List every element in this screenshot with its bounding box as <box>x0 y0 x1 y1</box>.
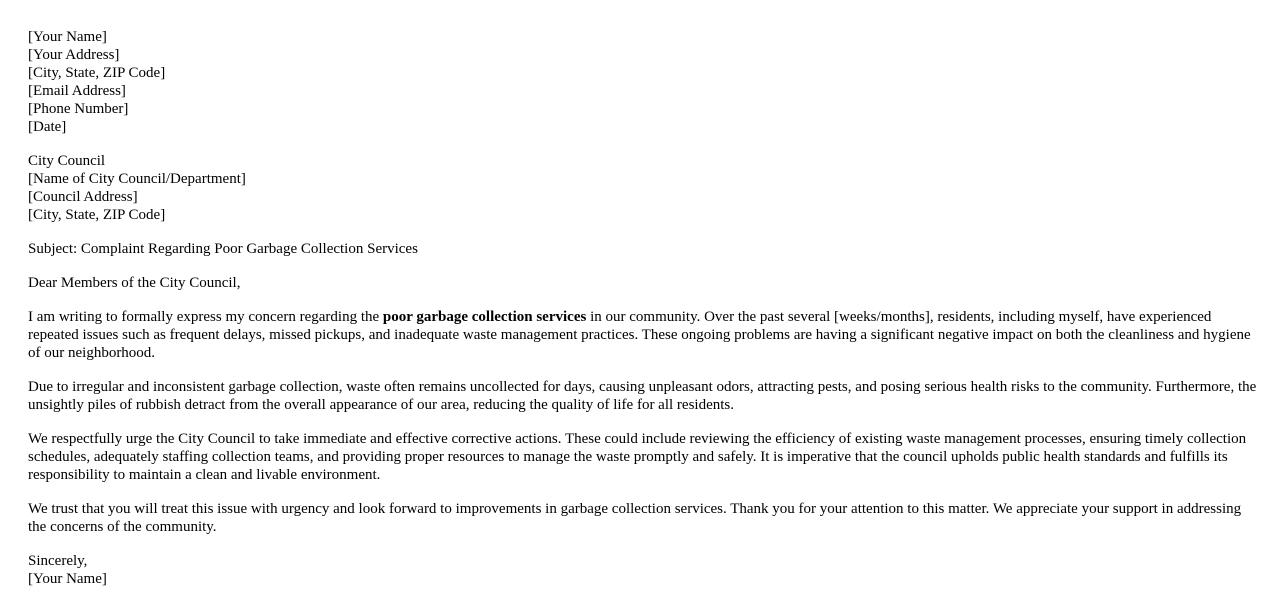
valediction: Sincerely, <box>28 553 88 569</box>
body-paragraph-1 <box>28 308 1258 362</box>
recipient-block <box>28 152 1258 224</box>
letter-document <box>28 28 1258 604</box>
recipient-line-1: City Council <box>28 153 106 169</box>
closing-name: [Your Name] <box>28 571 107 587</box>
sender-name: [Your Name] <box>28 29 107 45</box>
sender-phone: [Phone Number] <box>28 101 129 117</box>
paragraph-1-bold: poor garbage collection services <box>382 309 587 325</box>
body-paragraph-4: We trust that you will treat this issue with urgency and look forward to improvements in garbage collection services. Thank you for your attention to this matter. We appreciate your support in addressing the concerns of the community. <box>28 501 1242 535</box>
closing-block <box>28 552 1258 588</box>
sender-block <box>28 28 1258 136</box>
letter-date: [Date] <box>28 119 67 135</box>
recipient-line-2: [Name of City Council/Department] <box>28 171 246 187</box>
recipient-line-3: [Council Address] <box>28 189 138 205</box>
paragraph-1-after: in our community. Over the past several [weeks/months], residents, including myself, have experienced repeated issues such as frequent delays, missed pickups, and inadequate waste management practices. These ongoing problems are having a significant negative impact on both the cleanliness and hygiene of our neighborhood. <box>28 309 1251 361</box>
sender-address: [Your Address] <box>28 47 120 63</box>
recipient-line-4: [City, State, ZIP Code] <box>28 207 166 223</box>
salutation: Dear Members of the City Council, <box>28 275 241 291</box>
sender-email: [Email Address] <box>28 83 126 99</box>
body-paragraph-3: We respectfully urge the City Council to take immediate and effective corrective actions. These could include reviewing the efficiency of existing waste management processes, ensuring timely collection schedules, adequately staffing collection teams, and providing proper resources to manage the waste promptly and safely. It is imperative that the council upholds public health standards and fulfills its responsibility to maintain a clean and livable environment. <box>28 431 1247 483</box>
subject-line: Subject: Complaint Regarding Poor Garbage Collection Services <box>28 241 418 257</box>
paragraph-1-before: I am writing to formally express my concern regarding the <box>28 309 383 325</box>
body-paragraph-2: Due to irregular and inconsistent garbage collection, waste often remains uncollected for days, causing unpleasant odors, attracting pests, and posing serious health risks to the community. Furthermore, the unsightly piles of rubbish detract from the overall appearance of our area, reducing the quality of life for all residents. <box>28 379 1257 413</box>
sender-city-state-zip: [City, State, ZIP Code] <box>28 65 166 81</box>
